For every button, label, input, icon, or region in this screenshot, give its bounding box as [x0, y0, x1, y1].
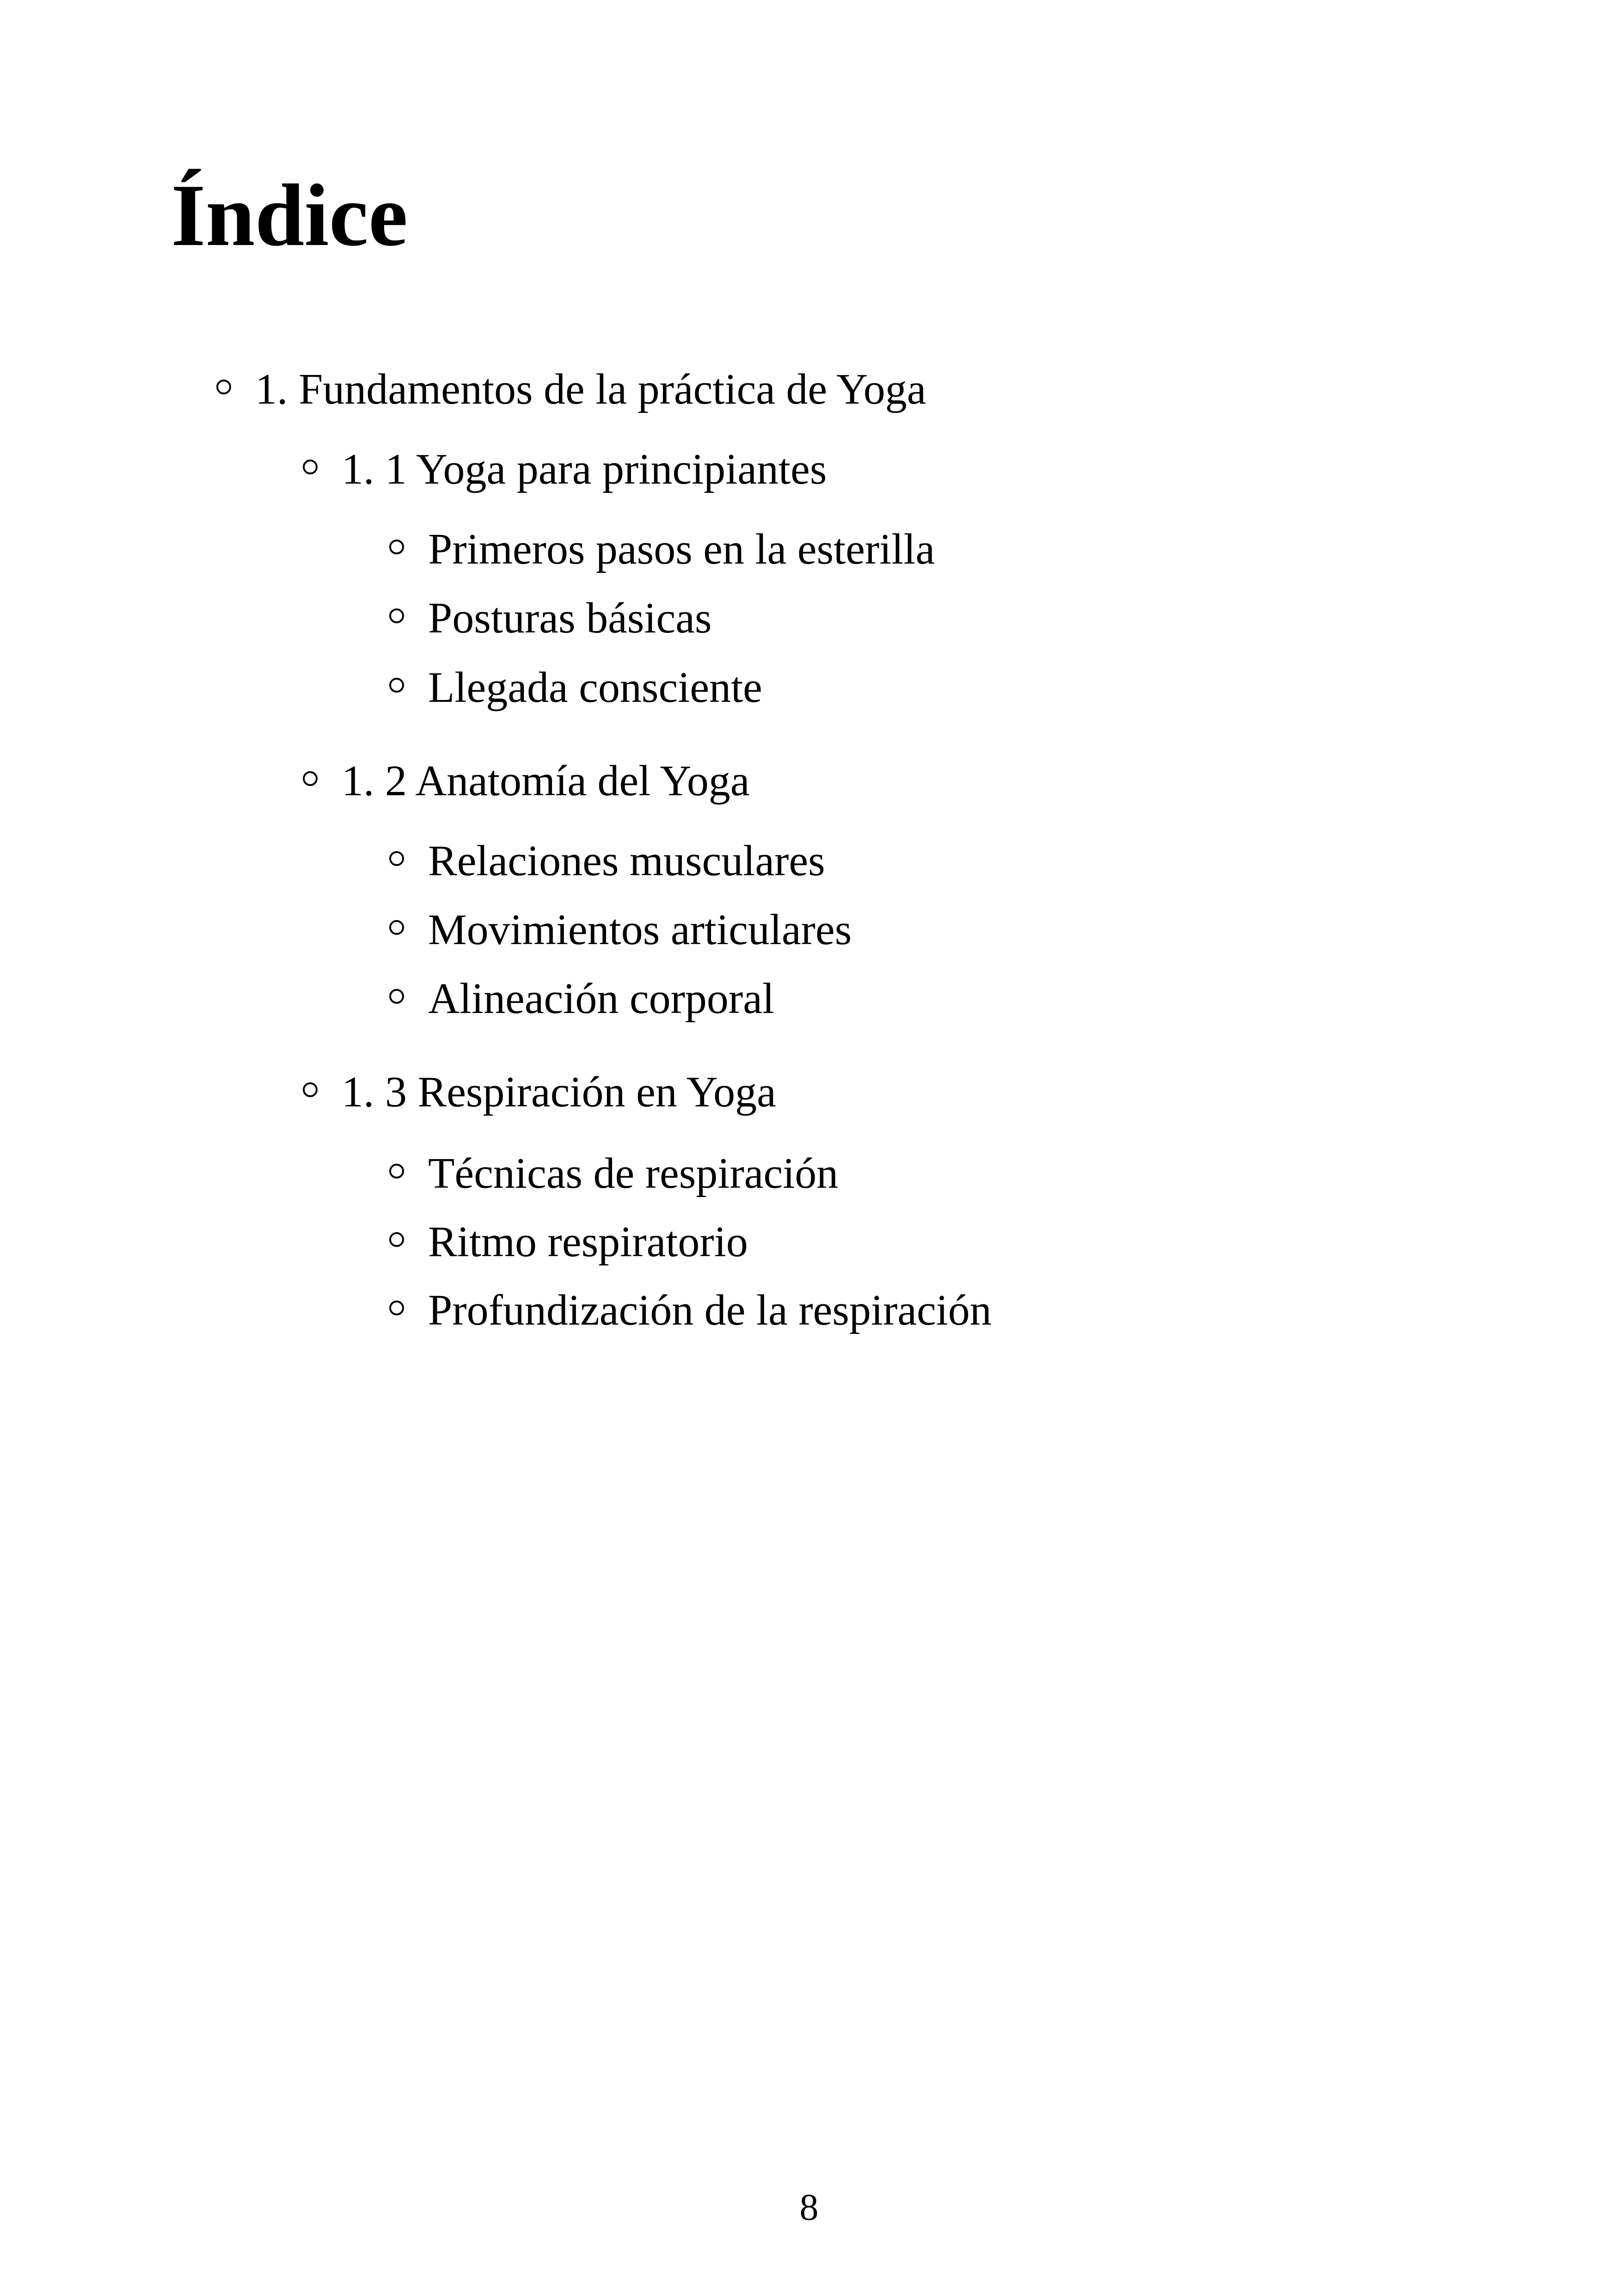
- circle-bullet-icon: [389, 678, 404, 693]
- toc-subsection[interactable]: [389, 596, 712, 640]
- circle-bullet-icon: [389, 540, 404, 554]
- circle-bullet-icon: [389, 608, 404, 623]
- toc-chapter[interactable]: [216, 365, 926, 413]
- toc-section[interactable]: [303, 445, 827, 493]
- toc-subsection-label: Primeros pasos en la esterilla: [428, 525, 935, 573]
- toc-subsection[interactable]: [389, 975, 775, 1023]
- circle-bullet-icon: [303, 771, 318, 786]
- toc-subsection-label: Posturas básicas: [428, 594, 712, 642]
- toc-subsection[interactable]: [389, 1286, 992, 1334]
- toc-section-label: 1. 2 Anatomía del Yoga: [342, 757, 750, 805]
- circle-bullet-icon: [389, 1301, 404, 1315]
- toc-subsection[interactable]: [389, 1220, 748, 1264]
- toc-subsection-label: Técnicas de respiración: [428, 1149, 839, 1197]
- circle-bullet-icon: [389, 851, 404, 866]
- toc-subsection-label: Ritmo respiratorio: [428, 1218, 748, 1266]
- circle-bullet-icon: [216, 380, 231, 394]
- toc-subsection[interactable]: [389, 1149, 839, 1197]
- toc-chapter-label: 1. Fundamentos de la práctica de Yoga: [255, 365, 926, 413]
- toc-subsection[interactable]: [389, 908, 852, 952]
- toc-subsection-label: Relaciones musculares: [428, 837, 825, 885]
- toc-subsection-label: Llegada consciente: [428, 663, 762, 712]
- toc-subsection[interactable]: [389, 663, 762, 712]
- circle-bullet-icon: [303, 460, 318, 474]
- page-number: 8: [799, 2186, 819, 2228]
- toc-subsection-label: Alineación corporal: [428, 975, 775, 1023]
- toc-section[interactable]: [303, 1070, 776, 1114]
- circle-bullet-icon: [389, 1232, 404, 1247]
- circle-bullet-icon: [389, 989, 404, 1004]
- page-title: Índice: [171, 166, 408, 264]
- circle-bullet-icon: [303, 1082, 318, 1097]
- circle-bullet-icon: [389, 920, 404, 935]
- toc-subsection-label: Movimientos articulares: [428, 906, 852, 954]
- toc-section-label: 1. 1 Yoga para principiantes: [342, 445, 827, 493]
- circle-bullet-icon: [389, 1164, 404, 1179]
- toc-section[interactable]: [303, 759, 750, 803]
- toc-subsection-label: Profundización de la respiración: [428, 1286, 992, 1334]
- toc-section-label: 1. 3 Respiración en Yoga: [342, 1068, 776, 1116]
- toc-subsection[interactable]: [389, 525, 935, 573]
- toc-subsection[interactable]: [389, 839, 825, 883]
